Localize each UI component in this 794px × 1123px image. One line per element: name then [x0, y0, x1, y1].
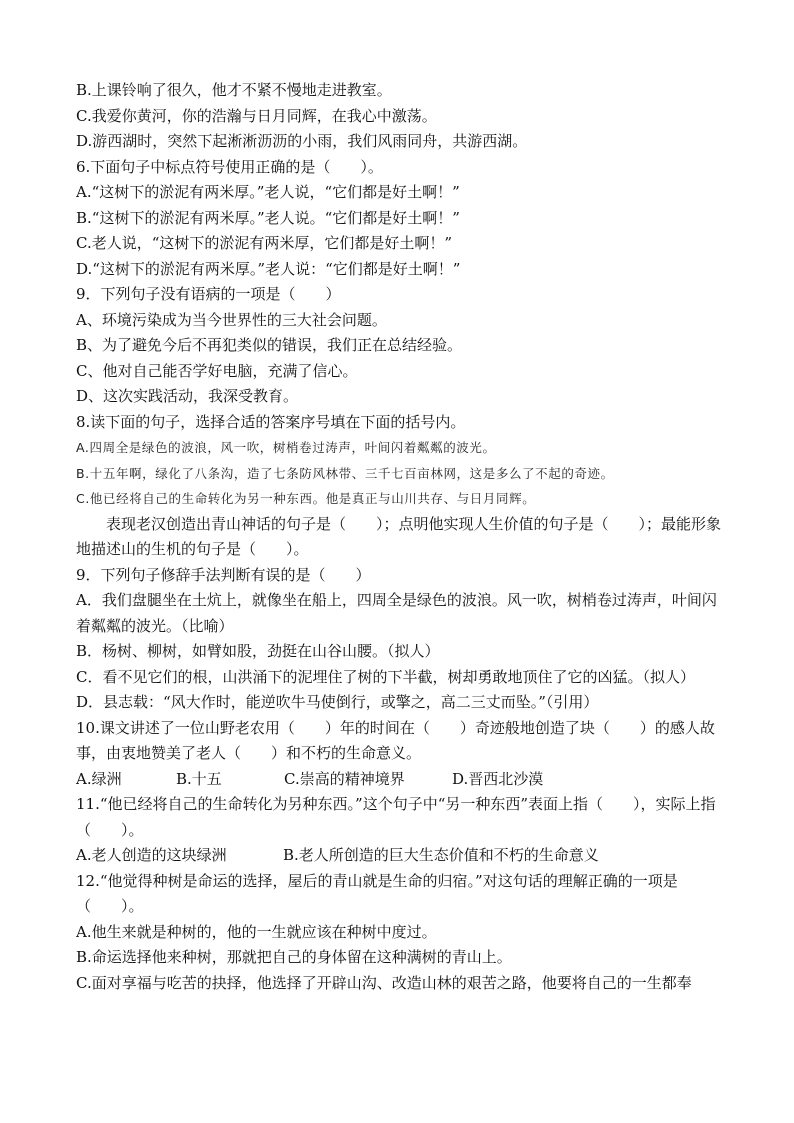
question-6-stem: 6.下面句子中标点符号使用正确的是（ ）。: [76, 157, 383, 176]
text-line: C.我爱你黄河，你的浩瀚与日月同辉，在我心中激荡。: [76, 106, 437, 125]
option-d: D.“这树下的淤泥有两米厚。”老人说：“它们都是好土啊！”: [76, 259, 461, 278]
document-body: [76, 78, 726, 996]
option-b: B.十五: [176, 769, 222, 788]
option-a: A.老人创造的这块绿洲: [76, 846, 227, 864]
option-a: A．我们盘腿坐在土炕上，就像坐在船上，四周全是绿色的波浪。风一吹，树梢卷过涛声，叶间闪着粼粼的波光。（比喻）: [76, 591, 717, 635]
option-b: B.老人所创造的巨大生态价值和不朽的生命意义: [283, 846, 599, 864]
question-9-stem: 9．下列句子没有语病的一项是（ ）: [76, 285, 341, 303]
option-c: C.老人说，“这树下的淤泥有两米厚，它们都是好土啊！”: [76, 234, 453, 252]
option-c: C.面对享福与吃苦的抉择，他选择了开辟山沟、改造山林的艰苦之路，他要将自己的一生都奉: [76, 973, 692, 992]
option-c: C.崇高的精神境界: [284, 769, 405, 788]
question-10-stem: 10.课文讲述了一位山野老农用（ ）年的时间在（ ）奇迹般地创造了块（ ）的感人故事，由衷地赞美了老人（ ）和不朽的生命意义。: [76, 718, 715, 762]
option-d: D．县志载：“风大作时，能逆吹牛马使倒行，或擎之，高二三丈而坠。”（引用）: [76, 693, 599, 711]
option-c: C、他对自己能否学好电脑，充满了信心。: [76, 361, 358, 380]
question-11-stem: 11.“他已经将自己的生命转化为另种东西。”这个句子中“另一种东西”表面上指（ ），实际上指（ ）。: [76, 795, 716, 839]
option-b: B．杨树、柳树，如臂如股，劲挺在山谷山腰。（拟人）: [76, 642, 440, 660]
option-b: B.“这树下的淤泥有两米厚。”老人说。“它们都是好土啊！”: [76, 208, 460, 227]
option-a: A.他生来就是种树的，他的一生就应该在种树中度过。: [76, 922, 437, 941]
option-d: D.晋西北沙漠: [452, 769, 544, 788]
question-8-stem: 8.读下面的句子，选择合适的答案序号填在下面的括号内。: [76, 412, 466, 431]
text-line: B.上课铃响了很久，他才不紧不慢地走进教室。: [76, 81, 392, 99]
option-d: D、这次实践活动，我深受教育。: [76, 387, 299, 405]
question-10-options: [76, 767, 726, 793]
option-a: A.“这树下的淤泥有两米厚。”老人说，“它们都是好土啊！”: [76, 183, 460, 201]
option-c: C．看不见它们的根，山洪涌下的泥埋住了树的下半截，树却勇敢地顶住了它的凶猛。（拟人）: [76, 667, 695, 686]
option-b: B、为了避免今后不再犯类似的错误，我们正在总结经验。: [76, 336, 463, 354]
text-line: D.游西湖时，突然下起淅淅沥沥的小雨，我们风雨同舟，共游西湖。: [76, 132, 528, 150]
option-b: B.命运选择他来种树，那就把自己的身体留在这种满树的青山上。: [76, 948, 512, 966]
question-9b-stem: 9．下列句子修辞手法判断有误的是（ ）: [76, 565, 371, 584]
question-12-stem: 12.“他觉得种树是命运的选择，屋后的青山就是生命的归宿。”对这句话的理解正确的一项是（ ）。: [76, 871, 678, 915]
quote-a: A.四周全是绿色的波浪，风一吹，树梢卷过涛声，叶间闪着粼粼的波光。: [76, 440, 496, 455]
option-a: A、环境污染成为当今世界性的三大社会问题。: [76, 310, 387, 329]
question-8-blanks: 表现老汉创造出青山神话的句子是（ ）；点明他实现人生价值的句子是（ ）；最能形象地描述山的生机的句子是（ ）。: [76, 514, 722, 558]
quote-b: B.十五年啊，绿化了八条沟，造了七条防风林带、三千七百亩林网，这是多么了不起的奇迹。: [76, 465, 614, 481]
option-a: A.绿洲: [76, 769, 122, 788]
question-11-options: [76, 843, 726, 869]
quote-c: C.他已经将自己的生命转化为另一种东西。他是真正与山川共存、与日月同辉。: [76, 491, 536, 506]
